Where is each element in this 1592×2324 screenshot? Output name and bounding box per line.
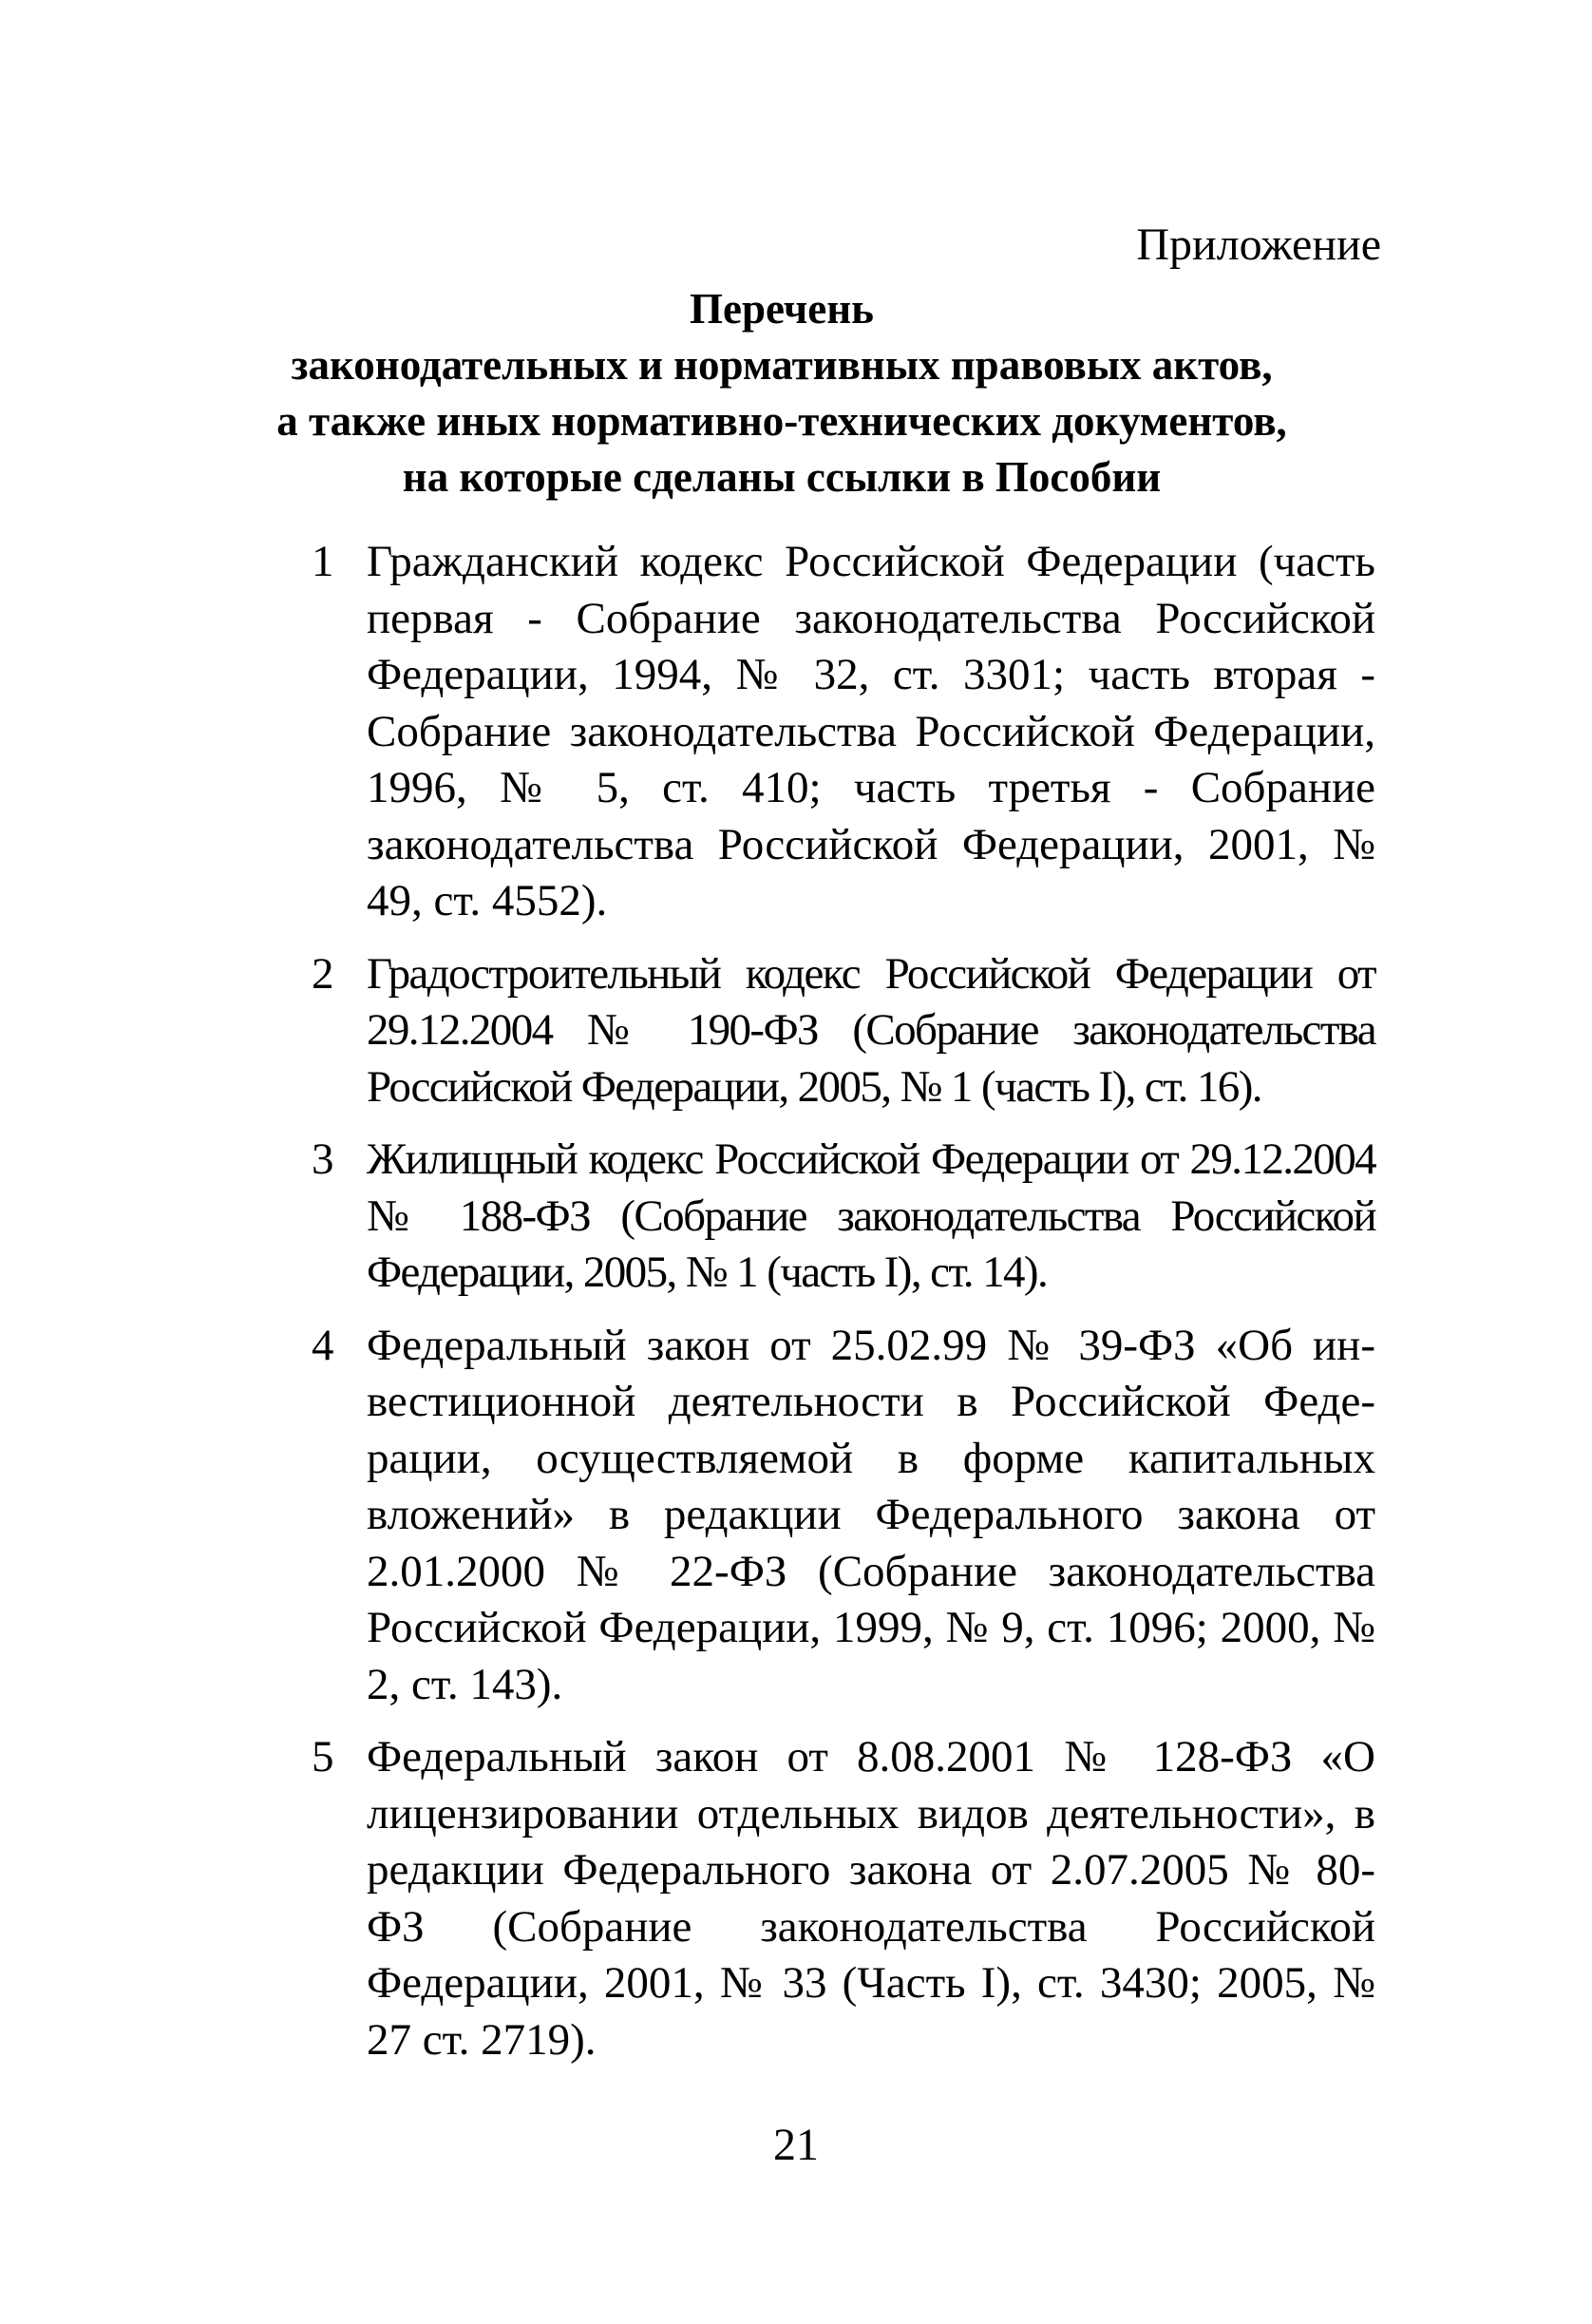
list-item-2 [304, 946, 1375, 1116]
item-number: 2 [312, 948, 334, 999]
list-item-3 [304, 1132, 1375, 1302]
list-item-5 [304, 1729, 1375, 2068]
item-number: 4 [312, 1320, 334, 1370]
item-number: 3 [312, 1134, 334, 1184]
item-text: Жилищный кодекс Российской Федерации от 29.12.2004 № 188-ФЗ (Собрание законодательства Российской Федерации, 2005, № 1 (часть I), ст. 14). [367, 1134, 1375, 1297]
item-text: Гражданский кодекс Российской Федерации (часть первая - Собрание законодательства Российской Федерации, 1994, № 32, ст. 3301; часть вторая - Собрание законодательства Российской Федерации, 1996, № 5, ст. 410; часть третья - Собрание законодательства Российской Федерации, 2001, № 49, ст. 4552). [367, 537, 1375, 925]
page-number: 21 [773, 2120, 819, 2170]
item-number: 5 [312, 1732, 334, 1781]
item-text: Федеральный закон от 25.02.99 № 39-ФЗ «Об инвестиционной деятельности в Российской Федерации, осуществляемой в форме капитальных вложений» в редакции Федерального закона от 2.01.2000 № 22-ФЗ (Собрание законодательства Российской Федерации, 1999, № 9, ст. 1096; 2000, № 2, ст. 143). [367, 1320, 1375, 1709]
item-text: Градостроительный кодекс Российской Федерации от 29.12.2004 № 190-ФЗ (Собрание законодательства Российской Федерации, 2005, № 1 (часть I), ст. 16). [367, 948, 1375, 1112]
heading-line-2: законодательных и нормативных правовых актов, [291, 341, 1273, 389]
item-number: 1 [312, 537, 334, 586]
appendix-label: Приложение [1136, 219, 1381, 270]
heading-line-4: на которые сделаны ссылки в Пособии [402, 453, 1162, 501]
list-heading [161, 281, 1402, 505]
list-item-4 [304, 1318, 1375, 1714]
item-text: Федеральный закон от 8.08.2001 № 128-ФЗ «О лицензировании отдельных видов деятельности», в редакции Федерального закона от 2.07.2005 № 80-ФЗ (Собрание законодательства Российской Федерации, 2001, № 33 (Часть I), ст. 3430; 2005, № 27 ст. 2719). [367, 1732, 1375, 2065]
heading-line-3: а также иных нормативно-технических документов, [276, 397, 1287, 445]
heading-line-1: Перечень [690, 285, 874, 333]
list-item-1 [304, 534, 1375, 930]
legal-acts-list [304, 534, 1375, 2068]
